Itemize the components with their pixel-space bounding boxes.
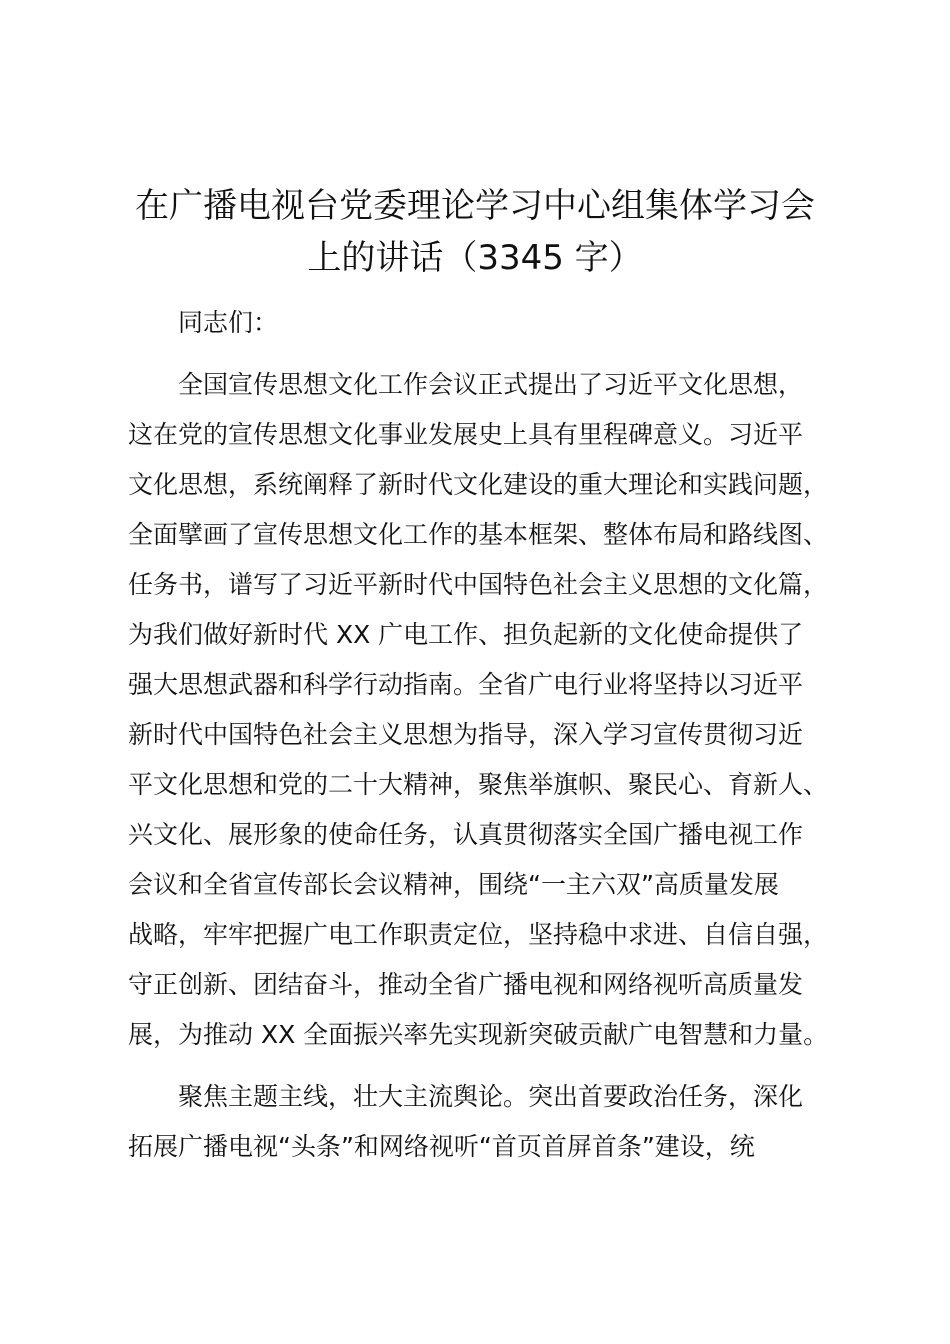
paragraph-1 [128, 360, 868, 1060]
paragraph-line: 拓展广播电视“头条”和网络视听“首页首屏首条”建设，统 [128, 1132, 755, 1161]
paragraph-2 [128, 1072, 868, 1172]
paragraph-line: 任务书，谱写了习近平新时代中国特色社会主义思想的文化篇， [128, 570, 829, 599]
document-title [100, 180, 850, 284]
paragraph-line: 这在党的宣传思想文化事业发展史上具有里程碑意义。习近平 [128, 420, 804, 449]
paragraph-line: 战略，牢牢把握广电工作职责定位，坚持稳中求进、自信自强， [128, 920, 829, 949]
paragraph-line: 展，为推动 XX 全面振兴率先实现新突破贡献广电智慧和力量。 [128, 1020, 829, 1049]
paragraph-line: 全国宣传思想文化工作会议正式提出了习近平文化思想， [178, 370, 804, 399]
paragraph-line: 聚焦主题主线，壮大主流舆论。突出首要政治任务，深化 [178, 1082, 804, 1111]
paragraph-line: 兴文化、展形象的使命任务，认真贯彻落实全国广播电视工作 [128, 820, 804, 849]
paragraph-line: 会议和全省宣传部长会议精神，围绕“一主六双”高质量发展 [128, 870, 779, 899]
paragraph-line: 守正创新、团结奋斗，推动全省广播电视和网络视听高质量发 [128, 970, 804, 999]
paragraph-line: 平文化思想和党的二十大精神，聚焦举旗帜、聚民心、育新人、 [128, 770, 829, 799]
paragraph-line: 新时代中国特色社会主义思想为指导，深入学习宣传贯彻习近 [128, 720, 804, 749]
greeting [128, 298, 868, 348]
title-line-2: 上的讲话（3345 字） [307, 238, 643, 278]
paragraph-line: 强大思想武器和科学行动指南。全省广电行业将坚持以习近平 [128, 670, 804, 699]
document-body [128, 298, 868, 1172]
paragraph-line: 为我们做好新时代 XX 广电工作、担负起新的文化使命提供了 [128, 620, 804, 649]
paragraph-line: 文化思想，系统阐释了新时代文化建设的重大理论和实践问题， [128, 470, 829, 499]
paragraph-line: 全面擘画了宣传思想文化工作的基本框架、整体布局和路线图、 [128, 520, 829, 549]
title-line-1: 在广播电视台党委理论学习中心组集体学习会 [135, 186, 815, 226]
greeting-text: 同志们： [178, 308, 279, 337]
